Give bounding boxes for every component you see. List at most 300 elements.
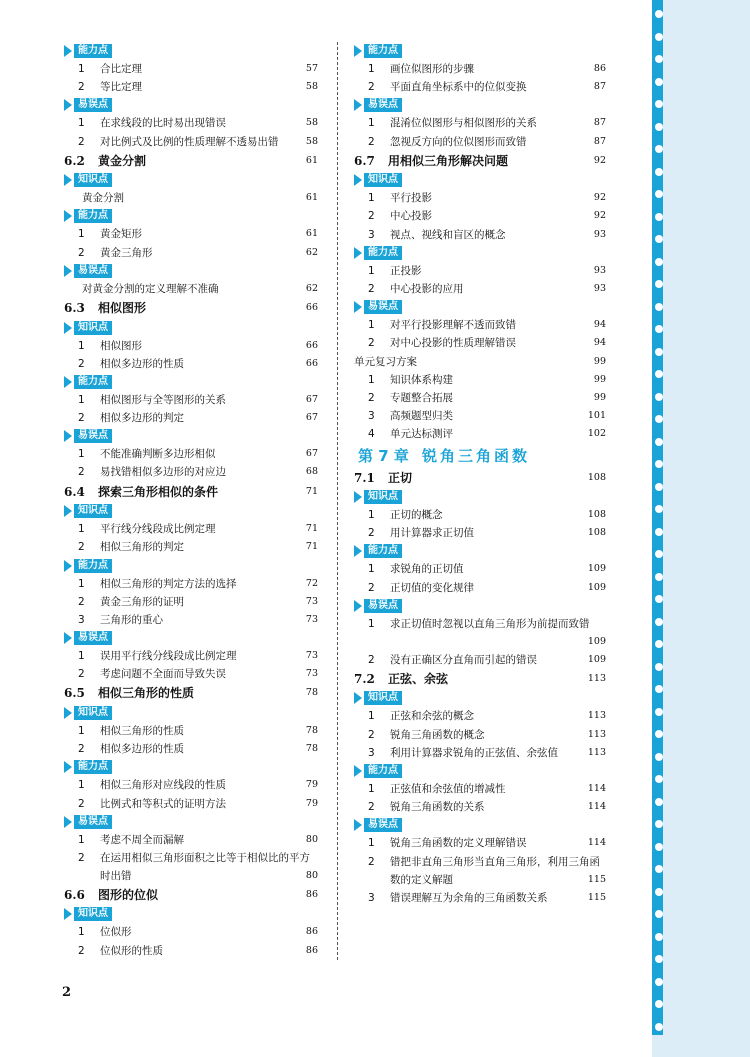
category-label: 知识点 [74, 504, 112, 518]
toc-entry[interactable] [64, 225, 320, 243]
entry-page: 80 [305, 869, 318, 881]
toc-entry[interactable] [354, 334, 608, 352]
toc-entry[interactable] [64, 114, 320, 132]
entry-number: 2 [78, 743, 85, 756]
entry-page: 73 [305, 650, 318, 662]
entry-title: 视点、视线和盲区的概念 [390, 228, 506, 241]
binder-hole [655, 618, 663, 626]
entry-title: 平行线分线段成比例定理 [100, 523, 216, 536]
entry-page: 79 [305, 797, 318, 809]
unit-heading[interactable] [354, 353, 608, 371]
toc-entry[interactable] [64, 463, 320, 481]
binder-hole [655, 393, 663, 401]
entry-number: 6.5 [64, 686, 85, 701]
category-tag [354, 818, 402, 832]
category-label: 能力点 [364, 246, 402, 260]
entry-page: 58 [305, 135, 318, 147]
category-tag [64, 429, 112, 443]
entry-page: 71 [305, 523, 318, 535]
toc-entry[interactable] [64, 647, 320, 665]
play-triangle-icon [64, 430, 72, 442]
category-tag-row [354, 171, 608, 189]
entry-page: 73 [305, 613, 318, 625]
entry-number: 2 [78, 246, 85, 259]
toc-entry[interactable] [64, 776, 320, 794]
toc-entry[interactable] [64, 538, 320, 556]
entry-page: 73 [305, 668, 318, 680]
binder-hole [655, 708, 663, 716]
entry-title: 忽视反方向的位似图形而致错 [390, 135, 527, 148]
toc-entry[interactable] [64, 355, 320, 373]
toc-entry[interactable] [64, 60, 320, 78]
entry-number: 2 [78, 412, 85, 425]
category-tag [354, 173, 402, 187]
category-label: 易误点 [74, 631, 112, 645]
entry-number: 6.3 [64, 301, 85, 315]
toc-entry[interactable] [354, 280, 608, 298]
entry-title: 平行投影 [390, 192, 432, 205]
category-tag [64, 815, 112, 829]
entry-title: 利用计算器求锐角的正弦值、余弦值 [390, 746, 558, 759]
binder-hole [655, 505, 663, 513]
section-heading[interactable] [64, 482, 320, 503]
entry-page: 108 [587, 509, 606, 520]
toc-entry[interactable] [354, 262, 608, 280]
category-tag [354, 44, 402, 58]
entry-number: 6.2 [64, 153, 85, 168]
entry-number: 2 [78, 797, 85, 810]
entry-title: 专题整合拓展 [390, 391, 453, 404]
entry-page: 94 [593, 337, 606, 349]
toc-entry[interactable] [354, 133, 608, 151]
binder-hole [655, 325, 663, 333]
play-triangle-icon [64, 45, 72, 57]
toc-entry[interactable] [64, 923, 320, 941]
category-tag [64, 375, 112, 389]
entry-number: 2 [78, 851, 85, 864]
toc-entry[interactable] [354, 707, 608, 725]
category-tag-row [64, 502, 320, 520]
entry-title: 合比定理 [100, 63, 142, 75]
toc-entry[interactable] [64, 795, 320, 813]
category-tag-row [64, 262, 320, 280]
entry-title: 不能准确判断多边形相似 [100, 448, 216, 461]
entry-number: 1 [78, 228, 85, 241]
play-triangle-icon [354, 819, 362, 831]
category-tag-row [64, 373, 320, 391]
play-triangle-icon [354, 765, 362, 777]
entry-number: 第 7 章 [358, 446, 409, 465]
category-label: 能力点 [74, 209, 112, 223]
binder-hole [655, 573, 663, 581]
entry-number: 1 [368, 617, 375, 630]
toc-entry[interactable] [354, 651, 608, 669]
section-heading[interactable] [354, 669, 608, 690]
section-heading[interactable] [64, 683, 320, 704]
toc-entry[interactable] [354, 407, 608, 425]
toc-entry[interactable] [354, 226, 608, 244]
entry-number: 2 [368, 527, 375, 540]
category-tag-row [64, 207, 320, 225]
entry-number: 3 [368, 410, 375, 423]
toc-entry[interactable] [354, 389, 608, 407]
toc-left-column [64, 42, 320, 960]
category-tag [354, 599, 402, 613]
entry-page: 99 [593, 373, 606, 385]
entry-number: 2 [368, 210, 375, 223]
toc-entry[interactable] [354, 506, 608, 524]
binder-hole [655, 528, 663, 536]
entry-number: 1 [78, 833, 85, 846]
entry-page: 113 [587, 672, 606, 684]
toc-entry[interactable] [354, 371, 608, 389]
entry-number: 1 [368, 63, 375, 75]
toc-entry[interactable] [64, 740, 320, 758]
entry-title: 相似图形 [98, 301, 147, 315]
entry-page: 114 [587, 801, 606, 813]
toc-entry[interactable] [354, 316, 608, 334]
entry-page: 68 [305, 466, 318, 478]
entry-page: 78 [305, 743, 318, 755]
entry-title: 锐角三角函数的关系 [390, 801, 485, 814]
toc-entry[interactable] [64, 611, 320, 629]
chapter-heading[interactable] [354, 444, 608, 468]
entry-title: 对黄金分割的定义理解不准确 [82, 282, 219, 295]
category-label: 能力点 [364, 764, 402, 778]
entry-title: 求正切值时忽视以直角三角形为前提而致错 [390, 617, 590, 630]
binder-hole [655, 78, 663, 86]
toc-entry[interactable] [354, 524, 608, 542]
toc-entry[interactable] [64, 280, 320, 298]
play-triangle-icon [64, 761, 72, 773]
toc-entry[interactable] [64, 665, 320, 683]
entry-number: 2 [78, 944, 85, 957]
toc-entry[interactable] [354, 189, 608, 207]
entry-page: 57 [305, 63, 318, 74]
entry-title: 相似多边形的判定 [100, 412, 184, 425]
binder-hole [655, 798, 663, 806]
entry-page: 61 [305, 228, 318, 240]
entry-title: 单元达标测评 [390, 428, 453, 441]
entry-page: 62 [305, 282, 318, 294]
toc-entry[interactable] [354, 114, 608, 132]
binder-hole [655, 595, 663, 603]
binder-hole [655, 820, 663, 828]
category-label: 能力点 [74, 760, 112, 774]
entry-page: 58 [305, 81, 318, 93]
entry-page: 67 [305, 412, 318, 424]
toc-entry[interactable] [354, 889, 608, 907]
binder-hole [655, 213, 663, 221]
entry-page: 72 [305, 577, 318, 589]
category-label: 易误点 [364, 818, 402, 832]
play-triangle-icon [354, 99, 362, 111]
entry-title: 相似多边形的性质 [100, 357, 184, 370]
category-label: 知识点 [364, 173, 402, 187]
binder-hole [655, 865, 663, 873]
entry-page: 86 [305, 888, 318, 900]
category-tag [354, 246, 402, 260]
toc-entry[interactable] [64, 722, 320, 740]
play-triangle-icon [64, 174, 72, 186]
entry-title: 单元复习方案 [354, 355, 417, 368]
toc-entry[interactable] [354, 425, 608, 443]
binder-hole [655, 415, 663, 423]
page-number: 2 [62, 985, 72, 1000]
entry-title: 位似形 [100, 926, 132, 939]
category-tag-row [64, 905, 320, 923]
entry-title: 在求线段的比时易出现错误 [100, 117, 226, 130]
category-label: 易误点 [364, 599, 402, 613]
entry-page: 66 [305, 302, 318, 313]
binder-hole [655, 730, 663, 738]
toc-entry[interactable] [354, 579, 608, 597]
entry-number: 2 [78, 135, 85, 148]
category-label: 知识点 [74, 321, 112, 335]
entry-page: 61 [305, 154, 318, 166]
toc-entry[interactable] [64, 575, 320, 593]
entry-title: 黄金三角形的证明 [100, 595, 184, 608]
toc-entry[interactable] [64, 189, 320, 207]
toc-entry-multiline[interactable] [354, 615, 608, 651]
entry-page: 71 [305, 541, 318, 553]
category-tag-row [354, 689, 608, 707]
entry-page: 115 [587, 873, 606, 885]
toc-entry[interactable] [354, 834, 608, 852]
category-tag-row [354, 762, 608, 780]
entry-page: 92 [593, 154, 606, 166]
entry-page: 113 [587, 710, 606, 722]
binder-hole [655, 438, 663, 446]
binder-hole [655, 280, 663, 288]
section-heading[interactable] [64, 298, 320, 319]
category-label: 易误点 [74, 429, 112, 443]
entry-number: 6.7 [354, 153, 375, 168]
entry-title: 对平行投影理解不透而致错 [390, 319, 516, 332]
entry-page: 62 [305, 246, 318, 258]
entry-title: 相似三角形的判定方法的选择 [100, 577, 237, 590]
toc-entry[interactable] [64, 78, 320, 96]
entry-title: 黄金三角形 [100, 246, 153, 259]
toc-entry-multiline[interactable] [354, 853, 608, 889]
play-triangle-icon [64, 632, 72, 644]
category-tag-row [354, 597, 608, 615]
toc-entry[interactable] [64, 942, 320, 960]
entry-title: 在运用相似三角形面积之比等于相似比的平方时出错 [100, 851, 310, 882]
entry-title: 黄金矩形 [100, 228, 142, 241]
play-triangle-icon [64, 908, 72, 920]
category-tag-row [354, 42, 608, 60]
entry-number: 1 [78, 650, 85, 663]
entry-title: 错把非直角三角形当直角三角形，利用三角函数的定义解题 [390, 855, 600, 886]
entry-number: 3 [368, 891, 375, 904]
section-heading[interactable] [354, 468, 608, 489]
toc-entry[interactable] [354, 78, 608, 96]
binder-hole [655, 978, 663, 986]
category-tag [64, 504, 112, 518]
entry-title: 黄金分割 [98, 153, 147, 168]
entry-page: 86 [305, 926, 318, 938]
entry-title: 相似图形与全等图形的关系 [100, 393, 226, 406]
toc-entry[interactable] [64, 445, 320, 463]
entry-number: 1 [368, 563, 375, 576]
entry-page: 86 [593, 63, 606, 74]
toc-entry[interactable] [64, 409, 320, 427]
play-triangle-icon [64, 376, 72, 388]
toc-entry[interactable] [64, 593, 320, 611]
entry-page: 78 [305, 687, 318, 699]
entry-number: 4 [368, 428, 375, 441]
entry-title: 相似三角形的性质 [100, 724, 184, 737]
play-triangle-icon [354, 491, 362, 503]
binder-hole [655, 843, 663, 851]
entry-page: 114 [587, 783, 606, 794]
entry-page: 109 [587, 635, 606, 647]
binder-hole [655, 775, 663, 783]
category-label: 能力点 [74, 44, 112, 58]
toc-entry[interactable] [354, 60, 608, 78]
category-tag [64, 907, 112, 921]
entry-title: 考虑问题不全面而导致失误 [100, 668, 226, 681]
play-triangle-icon [354, 301, 362, 313]
entry-page: 78 [305, 724, 318, 736]
entry-number: 2 [78, 81, 85, 94]
binder-hole [655, 145, 663, 153]
toc-entry-multiline[interactable] [64, 849, 320, 885]
toc-entry[interactable] [64, 831, 320, 849]
entry-title: 画位似图形的步骤 [390, 63, 474, 75]
play-triangle-icon [64, 560, 72, 572]
entry-number: 1 [78, 724, 85, 737]
category-tag [64, 559, 112, 573]
toc-entry[interactable] [64, 244, 320, 262]
entry-page: 113 [587, 728, 606, 740]
category-tag-row [64, 629, 320, 647]
category-tag [64, 173, 112, 187]
category-tag [64, 44, 112, 58]
binder-hole [655, 910, 663, 918]
category-label: 能力点 [364, 544, 402, 558]
entry-number: 1 [78, 63, 85, 75]
entry-title: 图形的位似 [98, 887, 159, 902]
entry-page: 99 [593, 355, 606, 367]
entry-page: 113 [587, 746, 606, 758]
category-label: 易误点 [74, 264, 112, 278]
toc-entry[interactable] [354, 798, 608, 816]
entry-number: 7.2 [354, 671, 375, 686]
toc-entry[interactable] [64, 391, 320, 409]
entry-page: 67 [305, 393, 318, 405]
section-heading[interactable] [64, 885, 320, 906]
entry-title: 考虑不周全而漏解 [100, 833, 184, 846]
entry-number: 2 [78, 541, 85, 554]
toc-entry[interactable] [64, 133, 320, 151]
entry-page: 86 [305, 944, 318, 956]
category-tag-row [354, 488, 608, 506]
entry-number: 2 [368, 135, 375, 148]
entry-title: 对中心投影的性质理解错误 [390, 337, 516, 350]
entry-title: 探索三角形相似的条件 [98, 484, 219, 499]
category-tag [64, 321, 112, 335]
binder-hole [655, 550, 663, 558]
category-label: 知识点 [74, 173, 112, 187]
entry-page: 87 [593, 81, 606, 93]
side-tab-strip [652, 0, 663, 1035]
entry-title: 中心投影 [390, 210, 432, 223]
toc-entry[interactable] [354, 560, 608, 578]
entry-page: 114 [587, 837, 606, 849]
entry-page: 87 [593, 117, 606, 129]
entry-title: 正切的概念 [390, 509, 443, 521]
category-label: 易误点 [364, 98, 402, 112]
entry-page: 109 [587, 563, 606, 575]
entry-number: 1 [368, 509, 375, 521]
entry-number: 1 [78, 448, 85, 461]
entry-title: 相似三角形的判定 [100, 541, 184, 554]
entry-title: 错误理解互为余角的三角函数关系 [390, 891, 548, 904]
play-triangle-icon [64, 505, 72, 517]
entry-page: 93 [593, 264, 606, 276]
play-triangle-icon [64, 816, 72, 828]
entry-page: 93 [593, 228, 606, 240]
category-tag [354, 764, 402, 778]
category-tag-row [64, 42, 320, 60]
entry-number: 1 [78, 393, 85, 406]
entry-number: 6.6 [64, 887, 85, 902]
category-tag [354, 300, 402, 314]
entry-number: 1 [78, 779, 85, 792]
entry-number: 1 [78, 117, 85, 130]
entry-page: 73 [305, 595, 318, 607]
entry-title: 正弦、余弦 [388, 671, 449, 686]
entry-number: 2 [78, 466, 85, 479]
toc-entry[interactable] [64, 337, 320, 355]
entry-number: 6.4 [64, 484, 85, 499]
entry-number: 2 [368, 283, 375, 295]
category-tag-row [64, 557, 320, 575]
section-heading[interactable] [64, 151, 320, 172]
binder-hole [655, 888, 663, 896]
entry-number: 3 [368, 228, 375, 241]
entry-page: 61 [305, 192, 318, 204]
toc-entry[interactable] [354, 726, 608, 744]
category-label: 能力点 [364, 44, 402, 58]
entry-page: 109 [587, 581, 606, 593]
toc-entry[interactable] [354, 780, 608, 798]
entry-number: 2 [368, 653, 375, 666]
entry-number: 1 [368, 319, 375, 332]
entry-title: 易找错相似多边形的对应边 [100, 466, 226, 479]
entry-page: 108 [587, 527, 606, 539]
entry-page: 80 [305, 833, 318, 845]
category-label: 知识点 [74, 706, 112, 720]
category-tag [64, 209, 112, 223]
binder-hole [655, 753, 663, 761]
binder-hole [655, 55, 663, 63]
toc-entry[interactable] [354, 744, 608, 762]
play-triangle-icon [64, 265, 72, 277]
toc-entry[interactable] [354, 207, 608, 225]
entry-page: 66 [305, 357, 318, 369]
binder-hole [655, 100, 663, 108]
play-triangle-icon [354, 600, 362, 612]
toc-entry[interactable] [64, 520, 320, 538]
entry-page: 66 [305, 339, 318, 351]
section-heading[interactable] [354, 151, 608, 172]
entry-title: 黄金分割 [82, 192, 124, 205]
binder-hole [655, 1023, 663, 1031]
entry-page: 94 [593, 319, 606, 331]
